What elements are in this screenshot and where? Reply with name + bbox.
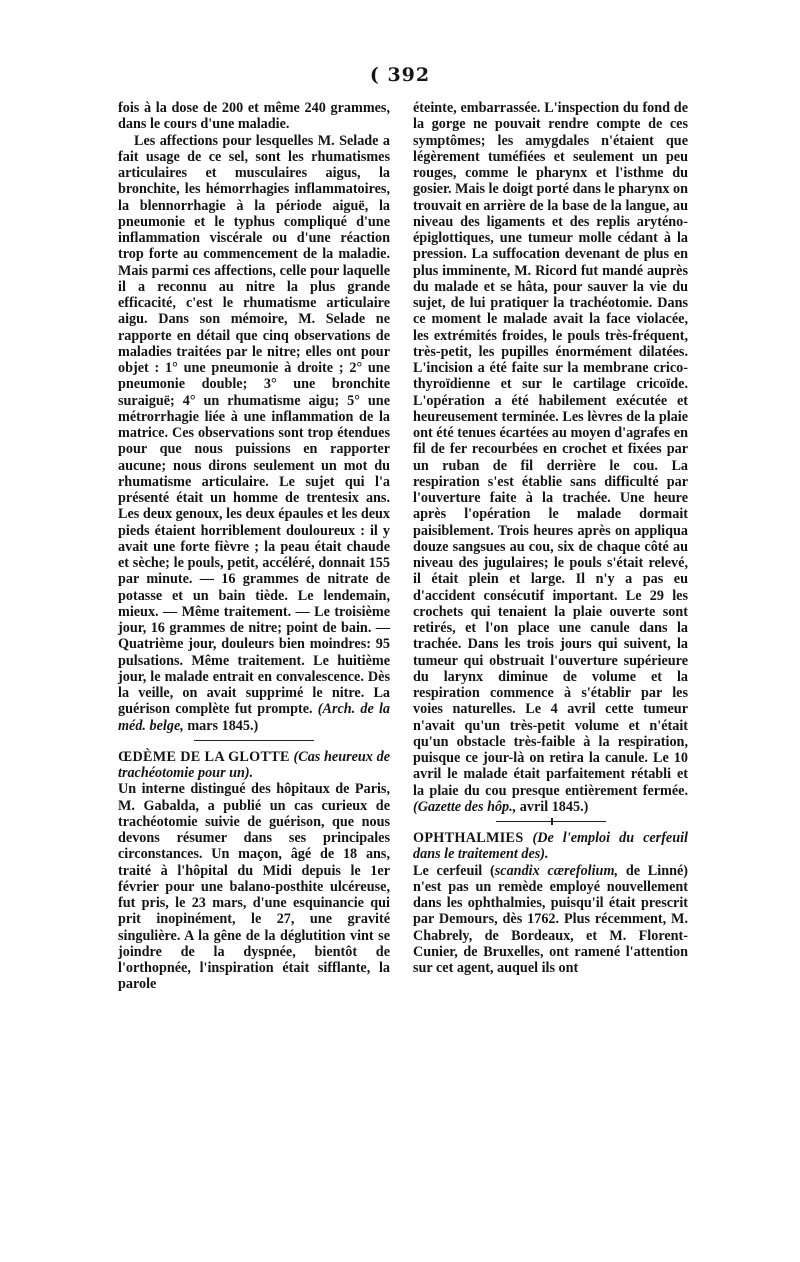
section-title: ŒDÈME DE LA GLOTTE — [118, 748, 290, 765]
paragraph: Un interne distingué des hôpitaux de Paris, M. Gabalda, a publié un cas curieux de trachéotomie suivie de guérison, que nous devons résumer dans ses principales circonstances. Un maçon, âgé de 18 ans, traité à l'hôpital du Midi depuis le 1er février pour une balano-posthite ulcéreuse, fut pris, le 23 mars, d'une esquinancie qui prit inopinément, le 27, une gravité singulière. A la gêne de la déglutition vint se joindre de la dyspnée, bientôt de l'orthopnée, l'inspiration était sifflante, la parole — [118, 781, 390, 993]
citation-date: avril 1845.) — [519, 798, 589, 815]
section-heading — [118, 749, 390, 782]
section-title: OPHTHALMIES — [413, 830, 524, 846]
paragraph-text: Le cerfeuil ( — [413, 862, 495, 879]
section-divider — [496, 821, 606, 822]
paragraph — [118, 133, 390, 734]
section-subtitle: (Cas heureux de trachéotomie pour un). — [118, 748, 390, 781]
left-column — [118, 100, 390, 993]
paragraph: fois à la dose de 200 et même 240 grammes, dans le cours d'une maladie. — [118, 100, 390, 133]
paragraph-text: de Linné) n'est pas un remède employé nouvellement dans les ophthalmies, puisqu'il était prescrit par Demours, dès 1762. Plus récemment, M. Chabrely, de Bordeaux, et M. Florent-Cunier, de Bruxelles, ont ramené l'attention sur cet agent, auquel ils ont — [413, 862, 689, 976]
section-heading — [413, 830, 688, 863]
citation: (Arch. de la méd. belge, — [118, 701, 390, 734]
right-column — [413, 100, 688, 976]
paragraph-text: éteinte, embarrassée. L'inspection du fond de la gorge ne pouvait rendre compte de ces symptômes; les amygdales n'étaient que légèrement tuméfiées et seulement un peu rouges, comme le pharynx et l'isthme du gosier. Mais le doigt porté dans le pharynx on trouvait en arrière de la base de la langue, au niveau des ligaments et des replis aryténo-épiglottiques, une tumeur molle cédant à la pression. La suffocation devenant de plus en plus imminente, M. Ricord fut mandé auprès du malade et se hâta, pour sauver la vie du sujet, de lui pratiquer la trachéotomie. Dans ce moment le malade avait la face violacée, les extrémités froides, le pouls très-fréquent, très-petit, les pupilles énormément dilatées. L'incision a été faite sur la membrane crico-thyroïdienne et sur le cartilage cricoïde. L'opération a été habilement exécutée et heureusement terminée. Les lèvres de la plaie ont été tenues écartées au moyen d'agrafes en fil de fer recourbées en crochet et fixées par un ruban de fil derrière le cou. La respiration s'est établie sans difficulté par l'ouverture faite à la trachée. Une heure après l'opération le malade dormait paisiblement. Trois heures après on appliqua douze sangsues au cou, six de chaque côté au niveau des jugulaires; le pouls s'était relevé, il était plein et large. Il n'y a pas eu d'accident consécutif important. Le 29 les crochets qui tenaient la plaie ouverte sont retirés, et l'on place une canule dans la trachée. Dans les trois jours qui suivent, la tumeur qui obstruait l'ouverture supérieure du larynx diminue de volume et la respiration commence à s'établir par les voies naturelles. Le 4 avril cette tumeur n'avait qu'un très-petit volume et n'était qu'un obstacle très-faible à la respiration, puisque ce jour-là on retira la canule. Le 10 avril le malade était parfaitement rétabli et la plaie du cou presque entièrement fermée. — [413, 100, 688, 799]
section-subtitle: (De l'emploi du cerfeuil dans le traitement des). — [413, 830, 689, 863]
species-name: scandix cærefolium, — [494, 862, 619, 879]
section-divider — [194, 740, 314, 741]
paragraph — [413, 100, 688, 815]
page-number: ( 392 — [369, 64, 431, 86]
divider-mark — [551, 818, 553, 825]
paragraph — [413, 863, 688, 977]
paragraph-text: Les affections pour lesquelles M. Selade a fait usage de ce sel, sont les rhumatismes articulaires et musculaires aigus, la bronchite, les hémorrhagies inflammatoires, la blennorrhagie à la période aiguë, la pneumonie et le typhus compliqué d'une inflammation viscérale ou d'une réaction trop forte au commencement de la maladie. Mais parmi ces affections, celle pour laquelle il a reconnu au nitre la plus grande efficacité, c'est le rhumatisme articulaire aigu. Dans son mémoire, M. Selade ne rapporte en détail que cinq observations de maladies traitées par le nitre; elles ont pour objet : 1° une pneumonie à droite ; 2° une pneumonie double; 3° une bronchite suraiguë; 4° un rhumatisme aigu; 5° une métrorrhagie liée à une inflammation de la matrice. Ces observations sont trop étendues pour que nous puissions en rapporter aucune; nous dirons seulement un mot du rhumatisme articulaire. Le sujet qui l'a présenté était un homme de trentesix ans. Les deux genoux, les deux épaules et les deux pieds étaient horriblement douloureux : il y avait une forte fièvre ; la peau était chaude et sèche; le pouls, petit, accéléré, donnait 155 par minute. — 16 grammes de nitrate de potasse et un bain tiède. Le lendemain, mieux. — Même traitement. — Le troisième jour, 16 grammes de nitre; point de bain. — Quatrième jour, douleurs bien moindres: 95 pulsations. Même traitement. Le huitième jour, le malade entrait en convalescence. Dès la veille, on avait supprimé le nitre. La guérison complète fut prompte. — [118, 132, 390, 718]
citation: (Gazette des hôp., — [413, 798, 517, 815]
citation-date: mars 1845.) — [187, 717, 259, 734]
